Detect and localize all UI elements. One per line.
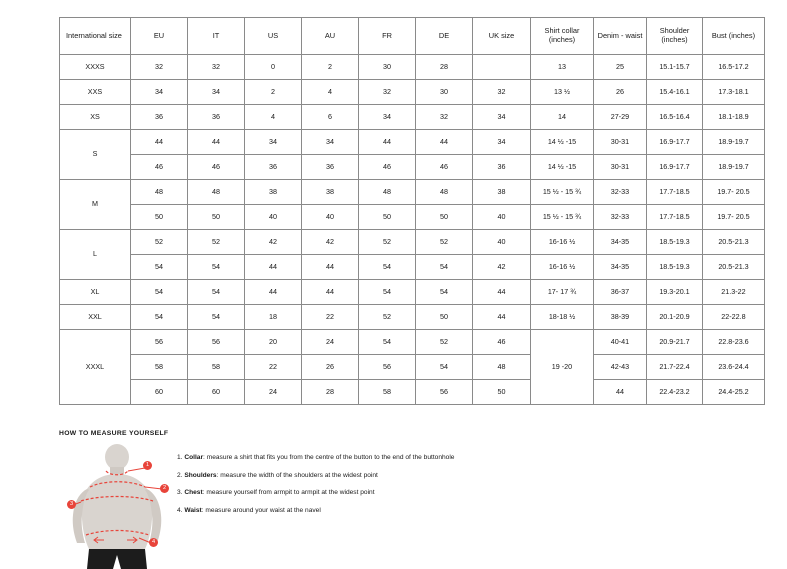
cell-it: 48	[188, 180, 245, 205]
cell-uk-size	[473, 55, 531, 80]
cell-bust: 19.7- 20.5	[703, 205, 765, 230]
measure-instructions-list	[177, 455, 454, 525]
cell-eu: 54	[131, 280, 188, 305]
cell-us: 38	[245, 180, 302, 205]
cell-eu: 32	[131, 55, 188, 80]
cell-it: 36	[188, 105, 245, 130]
cell-us: 24	[245, 380, 302, 405]
cell-it: 58	[188, 355, 245, 380]
cell-shoulder: 22.4-23.2	[647, 380, 703, 405]
cell-us: 18	[245, 305, 302, 330]
cell-uk-size: 42	[473, 255, 531, 280]
cell-eu: 54	[131, 255, 188, 280]
cell-bust: 23.6-24.4	[703, 355, 765, 380]
cell-shoulder: 19.3-20.1	[647, 280, 703, 305]
cell-au: 44	[302, 255, 359, 280]
cell-shirt-collar: 16-16 ½	[531, 255, 594, 280]
cell-denim-waist: 32-33	[594, 180, 647, 205]
cell-us: 42	[245, 230, 302, 255]
cell-au: 2	[302, 55, 359, 80]
table-row	[60, 230, 765, 255]
cell-international-size: XXXL	[60, 330, 131, 405]
cell-denim-waist: 40-41	[594, 330, 647, 355]
cell-it: 54	[188, 280, 245, 305]
list-item-term: Waist	[184, 506, 202, 514]
cell-it: 32	[188, 55, 245, 80]
column-header-bust: Bust (inches)	[703, 18, 765, 55]
cell-uk-size: 32	[473, 80, 531, 105]
cell-shirt-collar: 15 ½ - 15 ¾	[531, 205, 594, 230]
cell-uk-size: 40	[473, 205, 531, 230]
cell-de: 50	[416, 205, 473, 230]
column-header-uk-size: UK size	[473, 18, 531, 55]
table-row	[60, 355, 765, 380]
cell-it: 54	[188, 305, 245, 330]
table-row	[60, 380, 765, 405]
cell-bust: 20.5-21.3	[703, 255, 765, 280]
cell-au: 42	[302, 230, 359, 255]
cell-shoulder: 20.9-21.7	[647, 330, 703, 355]
column-header-us: US	[245, 18, 302, 55]
cell-de: 54	[416, 280, 473, 305]
cell-us: 22	[245, 355, 302, 380]
cell-bust: 22.8-23.6	[703, 330, 765, 355]
cell-au: 6	[302, 105, 359, 130]
column-header-de: DE	[416, 18, 473, 55]
cell-uk-size: 44	[473, 305, 531, 330]
cell-denim-waist: 38-39	[594, 305, 647, 330]
cell-us: 2	[245, 80, 302, 105]
list-item-term: Shoulders	[184, 471, 217, 479]
list-item-text: : measure around your waist at the navel	[201, 506, 321, 514]
cell-uk-size: 44	[473, 280, 531, 305]
list-item-term: Collar	[184, 454, 204, 461]
cell-fr: 56	[359, 355, 416, 380]
list-item	[177, 490, 454, 497]
cell-denim-waist: 32-33	[594, 205, 647, 230]
cell-us: 44	[245, 280, 302, 305]
cell-eu: 44	[131, 130, 188, 155]
cell-it: 56	[188, 330, 245, 355]
cell-international-size: M	[60, 180, 131, 230]
cell-us: 20	[245, 330, 302, 355]
table-row	[60, 55, 765, 80]
cell-shirt-collar: 18-18 ½	[531, 305, 594, 330]
cell-denim-waist: 42-43	[594, 355, 647, 380]
list-item-number: 2.	[177, 471, 185, 479]
cell-international-size: XS	[60, 105, 131, 130]
cell-uk-size: 34	[473, 130, 531, 155]
column-header-it: IT	[188, 18, 245, 55]
list-item-text: : measure the width of the shoulders at the widest point	[216, 471, 378, 479]
cell-international-size: XXS	[60, 80, 131, 105]
cell-us: 0	[245, 55, 302, 80]
cell-au: 22	[302, 305, 359, 330]
cell-shoulder: 17.7-18.5	[647, 205, 703, 230]
cell-au: 34	[302, 130, 359, 155]
cell-shirt-collar: 15 ½ - 15 ¾	[531, 180, 594, 205]
cell-de: 44	[416, 130, 473, 155]
cell-uk-size: 40	[473, 230, 531, 255]
column-header-shirt-collar: Shirt collar (inches)	[531, 18, 594, 55]
cell-fr: 46	[359, 155, 416, 180]
cell-it: 44	[188, 130, 245, 155]
cell-au: 26	[302, 355, 359, 380]
table-row	[60, 130, 765, 155]
cell-uk-size: 48	[473, 355, 531, 380]
cell-eu: 56	[131, 330, 188, 355]
table-header-row	[60, 18, 765, 55]
list-item	[177, 473, 454, 480]
cell-denim-waist: 27-29	[594, 105, 647, 130]
cell-shirt-collar: 14 ½ -15	[531, 130, 594, 155]
how-to-measure-body	[59, 443, 759, 569]
table-row	[60, 80, 765, 105]
cell-shoulder: 18.5-19.3	[647, 255, 703, 280]
cell-denim-waist: 36-37	[594, 280, 647, 305]
cell-de: 54	[416, 355, 473, 380]
callout-marker-4: 4	[149, 538, 158, 547]
cell-au: 36	[302, 155, 359, 180]
table-row	[60, 305, 765, 330]
cell-fr: 32	[359, 80, 416, 105]
cell-shoulder: 21.7-22.4	[647, 355, 703, 380]
list-item-number: 3.	[177, 489, 185, 497]
cell-au: 4	[302, 80, 359, 105]
cell-us: 36	[245, 155, 302, 180]
cell-bust: 18.9-19.7	[703, 155, 765, 180]
cell-eu: 46	[131, 155, 188, 180]
cell-bust: 22-22.8	[703, 305, 765, 330]
list-item-text: : measure a shirt that fits you from the centre of the button to the end of the buttonhole	[203, 454, 455, 461]
cell-shirt-collar: 13	[531, 55, 594, 80]
cell-bust: 17.3-18.1	[703, 80, 765, 105]
cell-us: 34	[245, 130, 302, 155]
table-row	[60, 105, 765, 130]
cell-fr: 52	[359, 305, 416, 330]
cell-international-size: XXXS	[60, 55, 131, 80]
cell-de: 32	[416, 105, 473, 130]
cell-it: 52	[188, 230, 245, 255]
cell-bust: 18.1-18.9	[703, 105, 765, 130]
cell-denim-waist: 30-31	[594, 130, 647, 155]
cell-uk-size: 38	[473, 180, 531, 205]
cell-eu: 50	[131, 205, 188, 230]
cell-de: 52	[416, 230, 473, 255]
cell-uk-size: 34	[473, 105, 531, 130]
cell-shirt-collar: 16-16 ½	[531, 230, 594, 255]
cell-fr: 30	[359, 55, 416, 80]
cell-it: 60	[188, 380, 245, 405]
cell-us: 4	[245, 105, 302, 130]
list-item	[177, 455, 454, 462]
table-row	[60, 205, 765, 230]
cell-au: 44	[302, 280, 359, 305]
cell-eu: 58	[131, 355, 188, 380]
cell-shirt-collar: 14	[531, 105, 594, 130]
cell-shoulder: 16.5-16.4	[647, 105, 703, 130]
size-chart-table	[59, 17, 765, 405]
column-header-eu: EU	[131, 18, 188, 55]
cell-shoulder: 16.9-17.7	[647, 130, 703, 155]
list-item-number: 1.	[177, 454, 185, 461]
cell-de: 52	[416, 330, 473, 355]
cell-denim-waist: 34-35	[594, 255, 647, 280]
list-item	[177, 508, 454, 515]
cell-de: 48	[416, 180, 473, 205]
cell-de: 54	[416, 255, 473, 280]
cell-bust: 19.7- 20.5	[703, 180, 765, 205]
cell-shoulder: 15.4-16.1	[647, 80, 703, 105]
column-header-shoulder: Shoulder (inches)	[647, 18, 703, 55]
cell-it: 46	[188, 155, 245, 180]
table-header	[60, 18, 765, 55]
cell-bust: 20.5-21.3	[703, 230, 765, 255]
cell-fr: 54	[359, 255, 416, 280]
cell-fr: 54	[359, 280, 416, 305]
cell-denim-waist: 26	[594, 80, 647, 105]
cell-it: 54	[188, 255, 245, 280]
cell-denim-waist: 30-31	[594, 155, 647, 180]
how-to-measure-section	[59, 430, 759, 569]
table-body	[60, 55, 765, 405]
cell-fr: 50	[359, 205, 416, 230]
table-row	[60, 255, 765, 280]
cell-eu: 34	[131, 80, 188, 105]
cell-uk-size: 36	[473, 155, 531, 180]
cell-fr: 54	[359, 330, 416, 355]
cell-shoulder: 17.7-18.5	[647, 180, 703, 205]
cell-de: 50	[416, 305, 473, 330]
cell-uk-size: 50	[473, 380, 531, 405]
cell-au: 24	[302, 330, 359, 355]
list-item-term: Chest	[184, 489, 203, 497]
cell-international-size: XXL	[60, 305, 131, 330]
cell-eu: 52	[131, 230, 188, 255]
cell-shirt-collar: 13 ½	[531, 80, 594, 105]
torso-diagram	[59, 443, 169, 569]
column-header-au: AU	[302, 18, 359, 55]
table-row	[60, 280, 765, 305]
cell-shoulder: 18.5-19.3	[647, 230, 703, 255]
cell-it: 34	[188, 80, 245, 105]
cell-denim-waist: 25	[594, 55, 647, 80]
cell-bust: 18.9-19.7	[703, 130, 765, 155]
cell-fr: 52	[359, 230, 416, 255]
cell-it: 50	[188, 205, 245, 230]
cell-shoulder: 16.9-17.7	[647, 155, 703, 180]
table-row	[60, 330, 765, 355]
cell-international-size: L	[60, 230, 131, 280]
cell-de: 46	[416, 155, 473, 180]
cell-bust: 24.4-25.2	[703, 380, 765, 405]
cell-denim-waist: 44	[594, 380, 647, 405]
cell-bust: 21.3-22	[703, 280, 765, 305]
cell-au: 40	[302, 205, 359, 230]
table-row	[60, 180, 765, 205]
cell-eu: 48	[131, 180, 188, 205]
cell-eu: 36	[131, 105, 188, 130]
callout-marker-3: 3	[67, 500, 76, 509]
cell-us: 44	[245, 255, 302, 280]
cell-fr: 34	[359, 105, 416, 130]
cell-shoulder: 15.1-15.7	[647, 55, 703, 80]
cell-denim-waist: 34-35	[594, 230, 647, 255]
list-item-text: : measure yourself from armpit to armpit at the widest point	[202, 489, 375, 497]
column-header-fr: FR	[359, 18, 416, 55]
cell-bust: 16.5-17.2	[703, 55, 765, 80]
how-to-measure-title: HOW TO MEASURE YOURSELF	[59, 430, 169, 437]
callout-marker-1: 1	[143, 461, 152, 470]
cell-de: 56	[416, 380, 473, 405]
list-item-number: 4.	[177, 506, 185, 514]
cell-au: 28	[302, 380, 359, 405]
cell-fr: 44	[359, 130, 416, 155]
cell-us: 40	[245, 205, 302, 230]
cell-de: 28	[416, 55, 473, 80]
cell-eu: 60	[131, 380, 188, 405]
cell-de: 30	[416, 80, 473, 105]
cell-international-size: XL	[60, 280, 131, 305]
cell-shirt-collar: 17- 17 ¾	[531, 280, 594, 305]
column-header-international-size: International size	[60, 18, 131, 55]
cell-shirt-collar: 19 -20	[531, 330, 594, 405]
cell-fr: 48	[359, 180, 416, 205]
cell-eu: 54	[131, 305, 188, 330]
column-header-denim-waist: Denim - waist	[594, 18, 647, 55]
cell-international-size: S	[60, 130, 131, 180]
cell-uk-size: 46	[473, 330, 531, 355]
cell-shirt-collar: 14 ½ -15	[531, 155, 594, 180]
table-row	[60, 155, 765, 180]
cell-au: 38	[302, 180, 359, 205]
cell-shoulder: 20.1-20.9	[647, 305, 703, 330]
callout-marker-2: 2	[160, 484, 169, 493]
cell-fr: 58	[359, 380, 416, 405]
